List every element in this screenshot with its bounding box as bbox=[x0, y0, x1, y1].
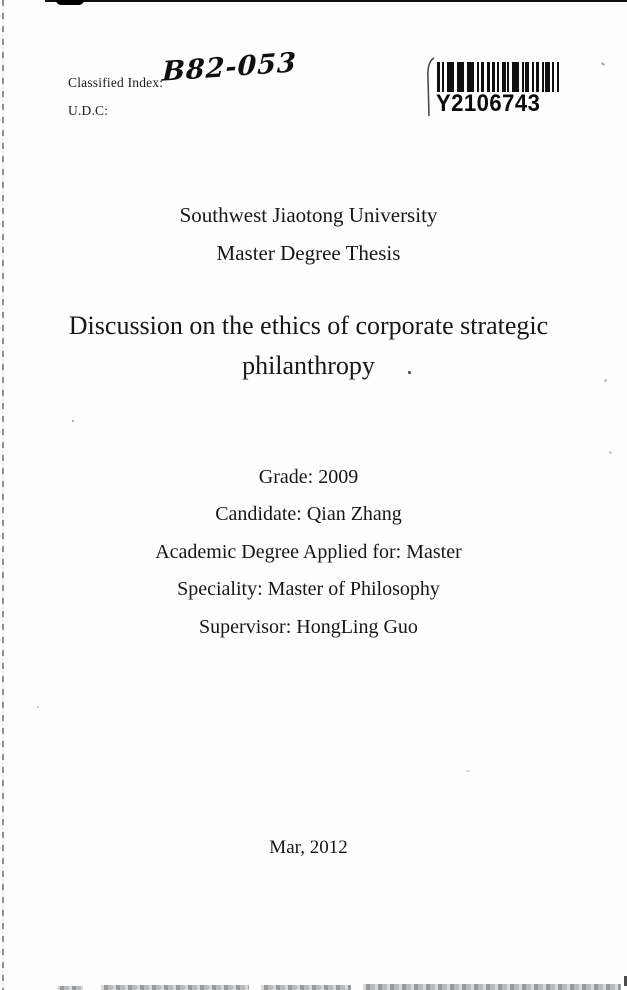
scan-speck bbox=[601, 62, 605, 66]
detail-value: HongLing Guo bbox=[296, 616, 418, 638]
scan-bottom-band-segment bbox=[363, 984, 621, 990]
scan-speck bbox=[609, 451, 612, 454]
barcode-corner-mark bbox=[424, 56, 436, 123]
detail-supervisor bbox=[0, 616, 622, 639]
detail-academic-degree bbox=[0, 541, 622, 564]
university-name: Southwest Jiaotong University bbox=[179, 203, 438, 227]
scan-speck bbox=[466, 770, 470, 772]
publication-date: Mar, 2012 bbox=[269, 837, 348, 858]
classified-index-label: Classified Index: bbox=[68, 75, 164, 90]
scan-bottom-band-segment bbox=[261, 985, 351, 990]
scan-speck bbox=[408, 371, 411, 374]
thesis-title-line1: Discussion on the ethics of corporate strategic bbox=[68, 311, 549, 340]
detail-value: Master of Philosophy bbox=[267, 578, 440, 600]
detail-label: Supervisor: bbox=[199, 616, 292, 638]
scan-speck bbox=[604, 379, 607, 382]
scan-speck bbox=[72, 420, 74, 422]
detail-candidate bbox=[0, 503, 622, 526]
thesis-type: Master Degree Thesis bbox=[216, 241, 401, 265]
barcode-number: Y2106743 bbox=[436, 90, 541, 117]
scan-top-edge-line bbox=[45, 0, 627, 2]
detail-label: Academic Degree Applied for: bbox=[155, 541, 402, 563]
scan-bottom-band-segment bbox=[101, 985, 249, 990]
detail-label: Speciality: bbox=[177, 578, 263, 600]
detail-value: Master bbox=[406, 541, 462, 563]
scan-speck bbox=[37, 706, 39, 708]
thesis-title-line2: philanthropy bbox=[242, 351, 375, 380]
classified-index-handwritten-value: B82-053 bbox=[161, 47, 298, 88]
barcode-image bbox=[437, 62, 559, 92]
udc-label: U.D.C: bbox=[68, 103, 109, 118]
scan-top-ink-blob bbox=[56, 0, 84, 5]
detail-speciality bbox=[0, 578, 622, 601]
detail-value: Qian Zhang bbox=[306, 503, 402, 525]
detail-grade bbox=[0, 466, 622, 489]
scan-bottom-band-segment bbox=[57, 986, 83, 990]
detail-label: Grade: bbox=[258, 466, 314, 488]
detail-label: Candidate: bbox=[215, 503, 302, 525]
detail-value: 2009 bbox=[318, 466, 359, 488]
